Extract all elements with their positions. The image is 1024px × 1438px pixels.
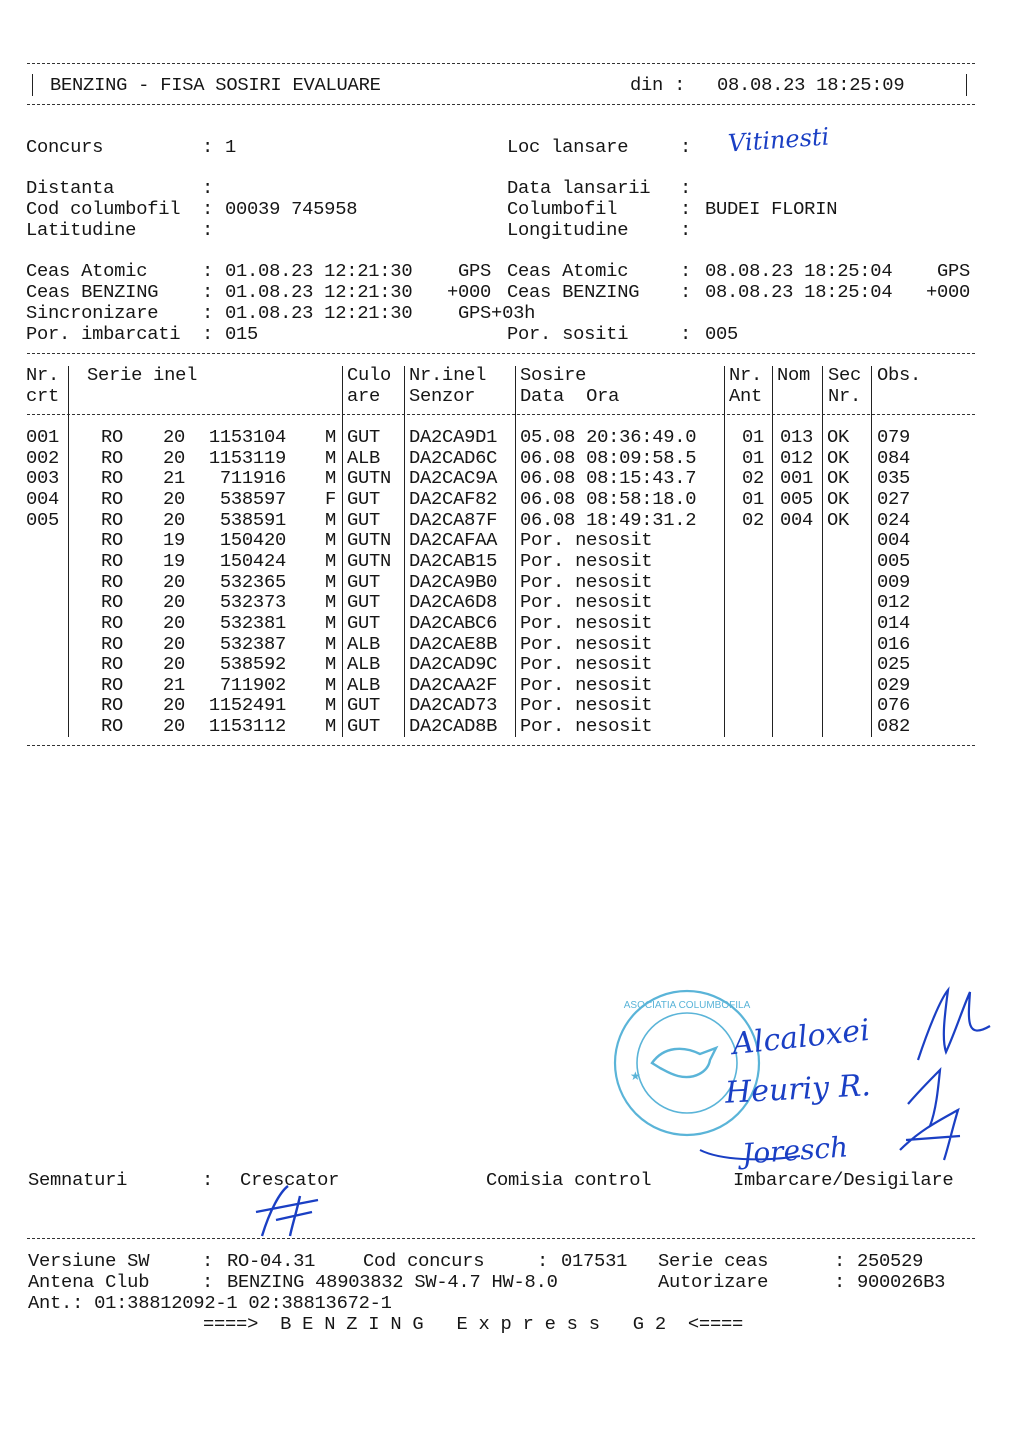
cell-obs: 084: [877, 446, 911, 469]
cell-an: 20: [163, 570, 186, 593]
cell-an: 20: [163, 653, 186, 676]
data-lansarii-colon: :: [680, 177, 692, 199]
cell-inel: 538597: [219, 487, 286, 510]
cell-nom: 013: [780, 426, 814, 448]
data-lansarii-label: Data lansarii: [507, 177, 651, 199]
cell-ant: 01: [742, 487, 765, 510]
autorizare-value: 900026B3: [857, 1271, 946, 1293]
cell-an: 21: [163, 673, 186, 696]
cell-obs: 027: [877, 487, 911, 510]
header-ant-2: Ant: [729, 385, 763, 407]
cell-senzor: DA2CAB15: [409, 549, 498, 572]
cell-an: 20: [163, 694, 186, 717]
cell-nr: 002: [26, 446, 60, 469]
cell-obs: 012: [877, 591, 911, 614]
cell-sex: M: [324, 549, 336, 572]
cell-sosire: Por. nesosit: [520, 715, 653, 738]
loc-lansare-handwritten: Vitinesti: [727, 122, 831, 158]
cell-sosire: Por. nesosit: [520, 673, 653, 696]
cell-senzor: DA2CA9D1: [409, 426, 498, 448]
antena-label: Antena Club: [28, 1271, 150, 1293]
cell-senzor: DA2CAC9A: [409, 467, 498, 490]
cell-an: 20: [163, 611, 186, 634]
cell-obs: 029: [877, 673, 911, 696]
imbarcare-label: Imbarcare/Desigilare: [733, 1169, 954, 1191]
cod-columbofil-value: 00039 745958: [225, 198, 358, 220]
cell-tara: RO: [101, 508, 124, 531]
cell-nom: 012: [780, 446, 814, 469]
cell-senzor: DA2CAD8B: [409, 715, 498, 738]
print-date-label: din :: [630, 74, 686, 96]
cell-obs: 014: [877, 611, 911, 634]
cell-obs: 016: [877, 632, 911, 655]
sositi-value: 005: [705, 323, 739, 345]
serie-ceas-value: 250529: [857, 1250, 924, 1272]
cell-nom: 001: [780, 467, 814, 490]
cell-tara: RO: [101, 611, 124, 634]
cell-nom: 004: [780, 508, 814, 531]
cell-culoare: GUT: [347, 570, 381, 593]
cell-nr: 005: [26, 508, 60, 531]
cell-an: 19: [163, 549, 186, 572]
semnaturi-colon: :: [202, 1169, 214, 1191]
cell-ant: 02: [742, 467, 765, 490]
ceas-benzing-sosire-colon: :: [680, 281, 692, 303]
cell-tara: RO: [101, 549, 124, 572]
cell-inel: 538592: [219, 653, 286, 676]
crescator-label: Crescator: [240, 1169, 340, 1191]
cell-culoare: GUT: [347, 611, 381, 634]
header-nr-2: crt: [26, 385, 60, 407]
cell-sex: F: [324, 487, 336, 510]
header-nr-1: Nr.: [26, 364, 60, 386]
signature-3: Joresch: [740, 1130, 850, 1171]
latitudine-label: Latitudine: [26, 219, 137, 241]
header-cul-1: Culo: [347, 364, 392, 386]
ceas-atomic-sosire-colon: :: [680, 260, 692, 282]
cell-inel: 1153119: [208, 446, 286, 469]
cell-inel: 532387: [219, 632, 286, 655]
cell-senzor: DA2CA87F: [409, 508, 498, 531]
header-nrinel-1: Nr.inel: [409, 364, 487, 386]
header-sec-1: Sec: [828, 364, 862, 386]
cell-tara: RO: [101, 673, 124, 696]
ceas-atomic-sosire-value: 08.08.23 18:25:04: [705, 260, 893, 282]
cell-culoare: GUT: [347, 715, 381, 738]
cell-inel: 711902: [219, 673, 286, 696]
cell-sosire: Por. nesosit: [520, 529, 653, 552]
longitudine-colon: :: [680, 219, 692, 241]
loc-lansare-colon: :: [680, 136, 692, 158]
cod-concurs-label: Cod concurs: [363, 1250, 485, 1272]
autorizare-label: Autorizare: [658, 1271, 769, 1293]
cell-tara: RO: [101, 591, 124, 614]
cod-concurs-colon: :: [537, 1250, 549, 1272]
svg-text:★: ★: [630, 1069, 641, 1083]
cell-obs: 035: [877, 467, 911, 490]
cell-tara: RO: [101, 529, 124, 552]
cell-sosire: 06.08 08:09:58.5: [520, 446, 697, 469]
cell-nr: 003: [26, 467, 60, 490]
cell-tara: RO: [101, 653, 124, 676]
serie-ceas-colon: :: [834, 1250, 846, 1272]
cell-sec: OK: [827, 446, 850, 469]
ceas-benzing-lansare-suffix: +000: [447, 281, 492, 303]
ceas-atomic-sosire-label: Ceas Atomic: [507, 260, 629, 282]
concurs-label: Concurs: [26, 136, 104, 158]
concurs-value: 1: [225, 136, 237, 158]
antena-value: BENZING 48903832 SW-4.7 HW-8.0: [227, 1271, 558, 1293]
cell-culoare: GUT: [347, 694, 381, 717]
cell-sex: M: [324, 446, 336, 469]
sositi-label: Por. sositi: [507, 323, 629, 345]
cell-sex: M: [324, 611, 336, 634]
cell-sex: M: [324, 715, 336, 738]
page-title: BENZING - FISA SOSIRI EVALUARE: [50, 74, 381, 96]
cell-senzor: DA2CAD6C: [409, 446, 498, 469]
cell-sosire: Por. nesosit: [520, 632, 653, 655]
cell-senzor: DA2CAF82: [409, 487, 498, 510]
cod-columbofil-colon: :: [202, 198, 214, 220]
cell-culoare: GUTN: [347, 467, 392, 490]
ceas-benzing-lansare-label: Ceas BENZING: [26, 281, 159, 303]
distanta-label: Distanta: [26, 177, 115, 199]
cell-obs: 024: [877, 508, 911, 531]
cell-obs: 025: [877, 653, 911, 676]
cell-sex: M: [324, 694, 336, 717]
signature-2: Heuriy R.: [724, 1068, 872, 1111]
header-sec-2: Nr.: [828, 385, 862, 407]
antenna-serials: Ant.: 01:38812092-1 02:38813672-1: [28, 1292, 392, 1314]
sincronizare-colon: :: [202, 302, 214, 324]
cell-sosire: 05.08 20:36:49.0: [520, 426, 697, 448]
cell-obs: 076: [877, 694, 911, 717]
distanta-colon: :: [202, 177, 214, 199]
cell-inel: 532381: [219, 611, 286, 634]
columbofil-colon: :: [680, 198, 692, 220]
cell-senzor: DA2CAE8B: [409, 632, 498, 655]
cell-tara: RO: [101, 446, 124, 469]
cell-sex: M: [324, 467, 336, 490]
cell-an: 19: [163, 529, 186, 552]
cell-inel: 532365: [219, 570, 286, 593]
cell-senzor: DA2CAFAA: [409, 529, 498, 552]
cell-nr: 001: [26, 426, 60, 448]
header-cul-2: are: [347, 385, 381, 407]
cell-obs: 082: [877, 715, 911, 738]
concurs-colon: :: [202, 136, 214, 158]
sincronizare-label: Sincronizare: [26, 302, 159, 324]
antena-colon: :: [202, 1271, 214, 1293]
cell-senzor: DA2CABC6: [409, 611, 498, 634]
cell-senzor: DA2CA9B0: [409, 570, 498, 593]
cell-nr: 004: [26, 487, 60, 510]
comisia-label: Comisia control: [486, 1169, 652, 1191]
imbarcati-label: Por. imbarcati: [26, 323, 181, 345]
ceas-benzing-sosire-label: Ceas BENZING: [507, 281, 640, 303]
cell-sex: M: [324, 508, 336, 531]
cell-culoare: ALB: [347, 632, 381, 655]
semnaturi-label: Semnaturi: [28, 1169, 128, 1191]
cell-senzor: DA2CAA2F: [409, 673, 498, 696]
cell-inel: 1153104: [208, 426, 286, 448]
versiune-colon: :: [202, 1250, 214, 1272]
ceas-benzing-sosire-value: 08.08.23 18:25:04: [705, 281, 893, 303]
header-nrinel-2: Senzor: [409, 385, 476, 407]
cell-sex: M: [324, 632, 336, 655]
cell-an: 20: [163, 715, 186, 738]
loc-lansare-label: Loc lansare: [507, 136, 629, 158]
brand-banner: ====> B E N Z I N G E x p r e s s G 2 <====: [203, 1313, 744, 1335]
ceas-atomic-lansare-value: 01.08.23 12:21:30: [225, 260, 413, 282]
cell-inel: 711916: [219, 467, 286, 490]
cell-sex: M: [324, 591, 336, 614]
cell-inel: 1153112: [208, 715, 286, 738]
ceas-atomic-lansare-label: Ceas Atomic: [26, 260, 148, 282]
cell-sosire: Por. nesosit: [520, 653, 653, 676]
cell-sex: M: [324, 673, 336, 696]
cell-tara: RO: [101, 570, 124, 593]
autorizare-colon: :: [834, 1271, 846, 1293]
cell-an: 20: [163, 426, 186, 448]
cell-sex: M: [324, 570, 336, 593]
cell-culoare: ALB: [347, 673, 381, 696]
cell-culoare: ALB: [347, 653, 381, 676]
cell-tara: RO: [101, 632, 124, 655]
cell-sec: OK: [827, 508, 850, 531]
longitudine-label: Longitudine: [507, 219, 629, 241]
cell-sec: OK: [827, 487, 850, 510]
header-sos-2: Data Ora: [520, 385, 620, 407]
cell-sosire: 06.08 18:49:31.2: [520, 508, 697, 531]
cell-tara: RO: [101, 467, 124, 490]
cell-senzor: DA2CAD73: [409, 694, 498, 717]
cell-obs: 004: [877, 529, 911, 552]
cell-obs: 005: [877, 549, 911, 572]
cell-tara: RO: [101, 715, 124, 738]
cell-tara: RO: [101, 694, 124, 717]
columbofil-label: Columbofil: [507, 198, 618, 220]
cell-inel: 538591: [219, 508, 286, 531]
cell-an: 20: [163, 446, 186, 469]
cell-sosire: Por. nesosit: [520, 611, 653, 634]
cell-ant: 01: [742, 426, 765, 448]
footer-rule: [27, 1238, 975, 1239]
cell-an: 21: [163, 467, 186, 490]
cell-obs: 079: [877, 426, 911, 448]
cell-tara: RO: [101, 487, 124, 510]
versiune-value: RO-04.31: [227, 1250, 316, 1272]
cell-inel: 150420: [219, 529, 286, 552]
columbofil-value: BUDEI FLORIN: [705, 198, 838, 220]
cell-inel: 532373: [219, 591, 286, 614]
ceas-atomic-lansare-colon: :: [202, 260, 214, 282]
cell-ant: 02: [742, 508, 765, 531]
cell-culoare: GUT: [347, 508, 381, 531]
cell-an: 20: [163, 508, 186, 531]
print-date-value: 08.08.23 18:25:09: [717, 74, 905, 96]
sincronizare-value: 01.08.23 12:21:30: [225, 302, 413, 324]
cod-columbofil-label: Cod columbofil: [26, 198, 181, 220]
cell-sosire: 06.08 08:58:18.0: [520, 487, 697, 510]
header-ant-1: Nr.: [729, 364, 763, 386]
header-obs-1: Obs.: [877, 364, 922, 386]
cell-culoare: GUT: [347, 426, 381, 448]
cell-sex: M: [324, 426, 336, 448]
cell-inel: 1152491: [208, 694, 286, 717]
header-nom-1: Nom: [777, 364, 811, 386]
cell-tara: RO: [101, 426, 124, 448]
cell-sosire: 06.08 08:15:43.7: [520, 467, 697, 490]
cell-sosire: Por. nesosit: [520, 694, 653, 717]
signature-1: Alcaloxei: [730, 1012, 872, 1063]
sincronizare-suffix: GPS+03h: [458, 302, 536, 324]
ceas-benzing-lansare-value: 01.08.23 12:21:30: [225, 281, 413, 303]
cell-sex: M: [324, 529, 336, 552]
cell-an: 20: [163, 591, 186, 614]
cell-an: 20: [163, 632, 186, 655]
serie-ceas-label: Serie ceas: [658, 1250, 769, 1272]
cell-an: 20: [163, 487, 186, 510]
ceas-benzing-sosire-suffix: +000: [926, 281, 971, 303]
ceas-atomic-sosire-suffix: GPS: [937, 260, 971, 282]
cell-senzor: DA2CAD9C: [409, 653, 498, 676]
ceas-benzing-lansare-colon: :: [202, 281, 214, 303]
cell-sosire: Por. nesosit: [520, 549, 653, 572]
versiune-label: Versiune SW: [28, 1250, 150, 1272]
imbarcati-value: 015: [225, 323, 259, 345]
cod-concurs-value: 017531: [561, 1250, 628, 1272]
latitudine-colon: :: [202, 219, 214, 241]
imbarcati-colon: :: [202, 323, 214, 345]
cell-ant: 01: [742, 446, 765, 469]
ceas-atomic-lansare-suffix: GPS: [458, 260, 492, 282]
cell-sec: OK: [827, 467, 850, 490]
cell-sosire: Por. nesosit: [520, 570, 653, 593]
cell-senzor: DA2CA6D8: [409, 591, 498, 614]
cell-sex: M: [324, 653, 336, 676]
cell-sosire: Por. nesosit: [520, 591, 653, 614]
cell-inel: 150424: [219, 549, 286, 572]
header-serie-1: Serie inel: [87, 364, 198, 386]
cell-culoare: ALB: [347, 446, 381, 469]
cell-culoare: GUT: [347, 591, 381, 614]
cell-nom: 005: [780, 487, 814, 510]
header-sos-1: Sosire: [520, 364, 587, 386]
cell-obs: 009: [877, 570, 911, 593]
cell-culoare: GUT: [347, 487, 381, 510]
sositi-colon: :: [680, 323, 692, 345]
cell-sec: OK: [827, 426, 850, 448]
cell-culoare: GUTN: [347, 549, 392, 572]
cell-culoare: GUTN: [347, 529, 392, 552]
stamp-text: ASOCIATIA COLUMBOFILA: [623, 1000, 751, 1011]
